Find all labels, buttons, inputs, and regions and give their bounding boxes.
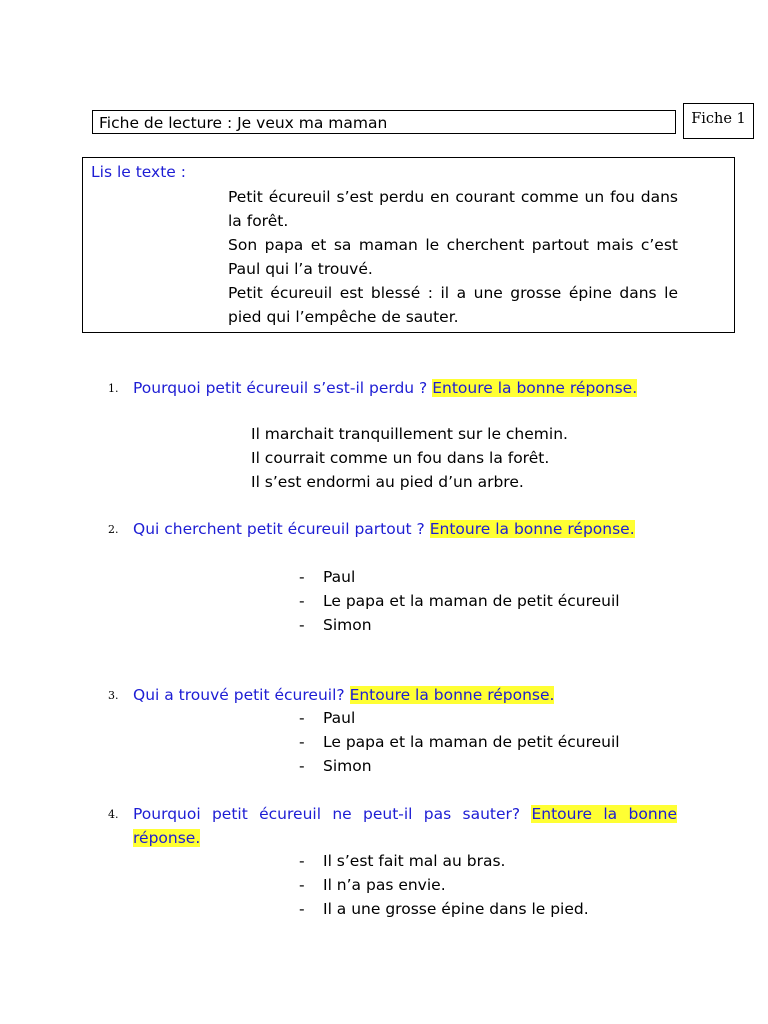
story-text — [228, 185, 678, 329]
question-text — [133, 517, 677, 541]
question-prompt: Qui cherchent petit écureuil partout ? — [133, 520, 425, 538]
bullet-dash: - — [299, 733, 305, 751]
answer-option[interactable]: - Le papa et la maman de petit écureuil — [299, 730, 620, 754]
story-paragraph: Petit écureuil est blessé : il a une grosse épine dans le pied qui l’empêche de sauter. — [228, 284, 678, 326]
answer-option[interactable]: - Il s’est fait mal au bras. — [299, 849, 589, 873]
answer-option[interactable]: - Simon — [299, 754, 620, 778]
question-instruction: Entoure la bonne réponse. — [349, 686, 555, 704]
read-instruction: Lis le texte : — [91, 163, 186, 181]
answer-option[interactable]: - Il a une grosse épine dans le pied. — [299, 897, 589, 921]
bullet-dash: - — [299, 757, 305, 775]
bullet-dash: - — [299, 876, 305, 894]
question-prompt: Pourquoi petit écureuil s’est-il perdu ? — [133, 379, 428, 397]
question-instruction: Entoure la bonne réponse. — [133, 805, 677, 847]
bullet-dash: - — [299, 616, 305, 634]
bullet-dash: - — [299, 568, 305, 586]
question-number: 4. — [108, 808, 119, 821]
answer-option[interactable]: - Paul — [299, 706, 620, 730]
question-number: 3. — [108, 689, 119, 702]
story-paragraph: Petit écureuil s’est perdu en courant comme un fou dans la forêt. — [228, 188, 678, 230]
bullet-dash: - — [299, 852, 305, 870]
question-number: 1. — [108, 382, 119, 395]
answer-option[interactable]: Il marchait tranquillement sur le chemin. — [251, 425, 568, 443]
answer-option[interactable]: - Paul — [299, 565, 620, 589]
question-prompt: Qui a trouvé petit écureuil? — [133, 686, 345, 704]
reading-text-box — [82, 157, 735, 333]
question-text — [133, 376, 677, 400]
bullet-dash: - — [299, 592, 305, 610]
answer-list-3 — [299, 706, 620, 778]
question-instruction: Entoure la bonne réponse. — [432, 379, 638, 397]
answer-option[interactable]: Il s’est endormi au pied d’un arbre. — [251, 473, 524, 491]
answer-option[interactable]: Il courrait comme un fou dans la forêt. — [251, 449, 550, 467]
answer-option[interactable]: - Il n’a pas envie. — [299, 873, 589, 897]
answer-list-1 — [251, 422, 568, 494]
answer-list-2 — [299, 565, 620, 637]
question-text — [133, 683, 677, 707]
answer-option[interactable]: - Simon — [299, 613, 620, 637]
answer-list-4 — [299, 849, 589, 921]
fiche-number: Fiche 1 — [683, 103, 754, 139]
question-prompt: Pourquoi petit écureuil ne peut-il pas sauter? — [133, 805, 521, 823]
story-paragraph: Son papa et sa maman le cherchent partout mais c’est Paul qui l’a trouvé. — [228, 236, 678, 278]
worksheet-title: Fiche de lecture : Je veux ma maman — [92, 110, 676, 134]
question-number: 2. — [108, 523, 119, 536]
bullet-dash: - — [299, 709, 305, 727]
question-text — [133, 802, 677, 850]
answer-option[interactable]: - Le papa et la maman de petit écureuil — [299, 589, 620, 613]
bullet-dash: - — [299, 900, 305, 918]
question-instruction: Entoure la bonne réponse. — [429, 520, 635, 538]
